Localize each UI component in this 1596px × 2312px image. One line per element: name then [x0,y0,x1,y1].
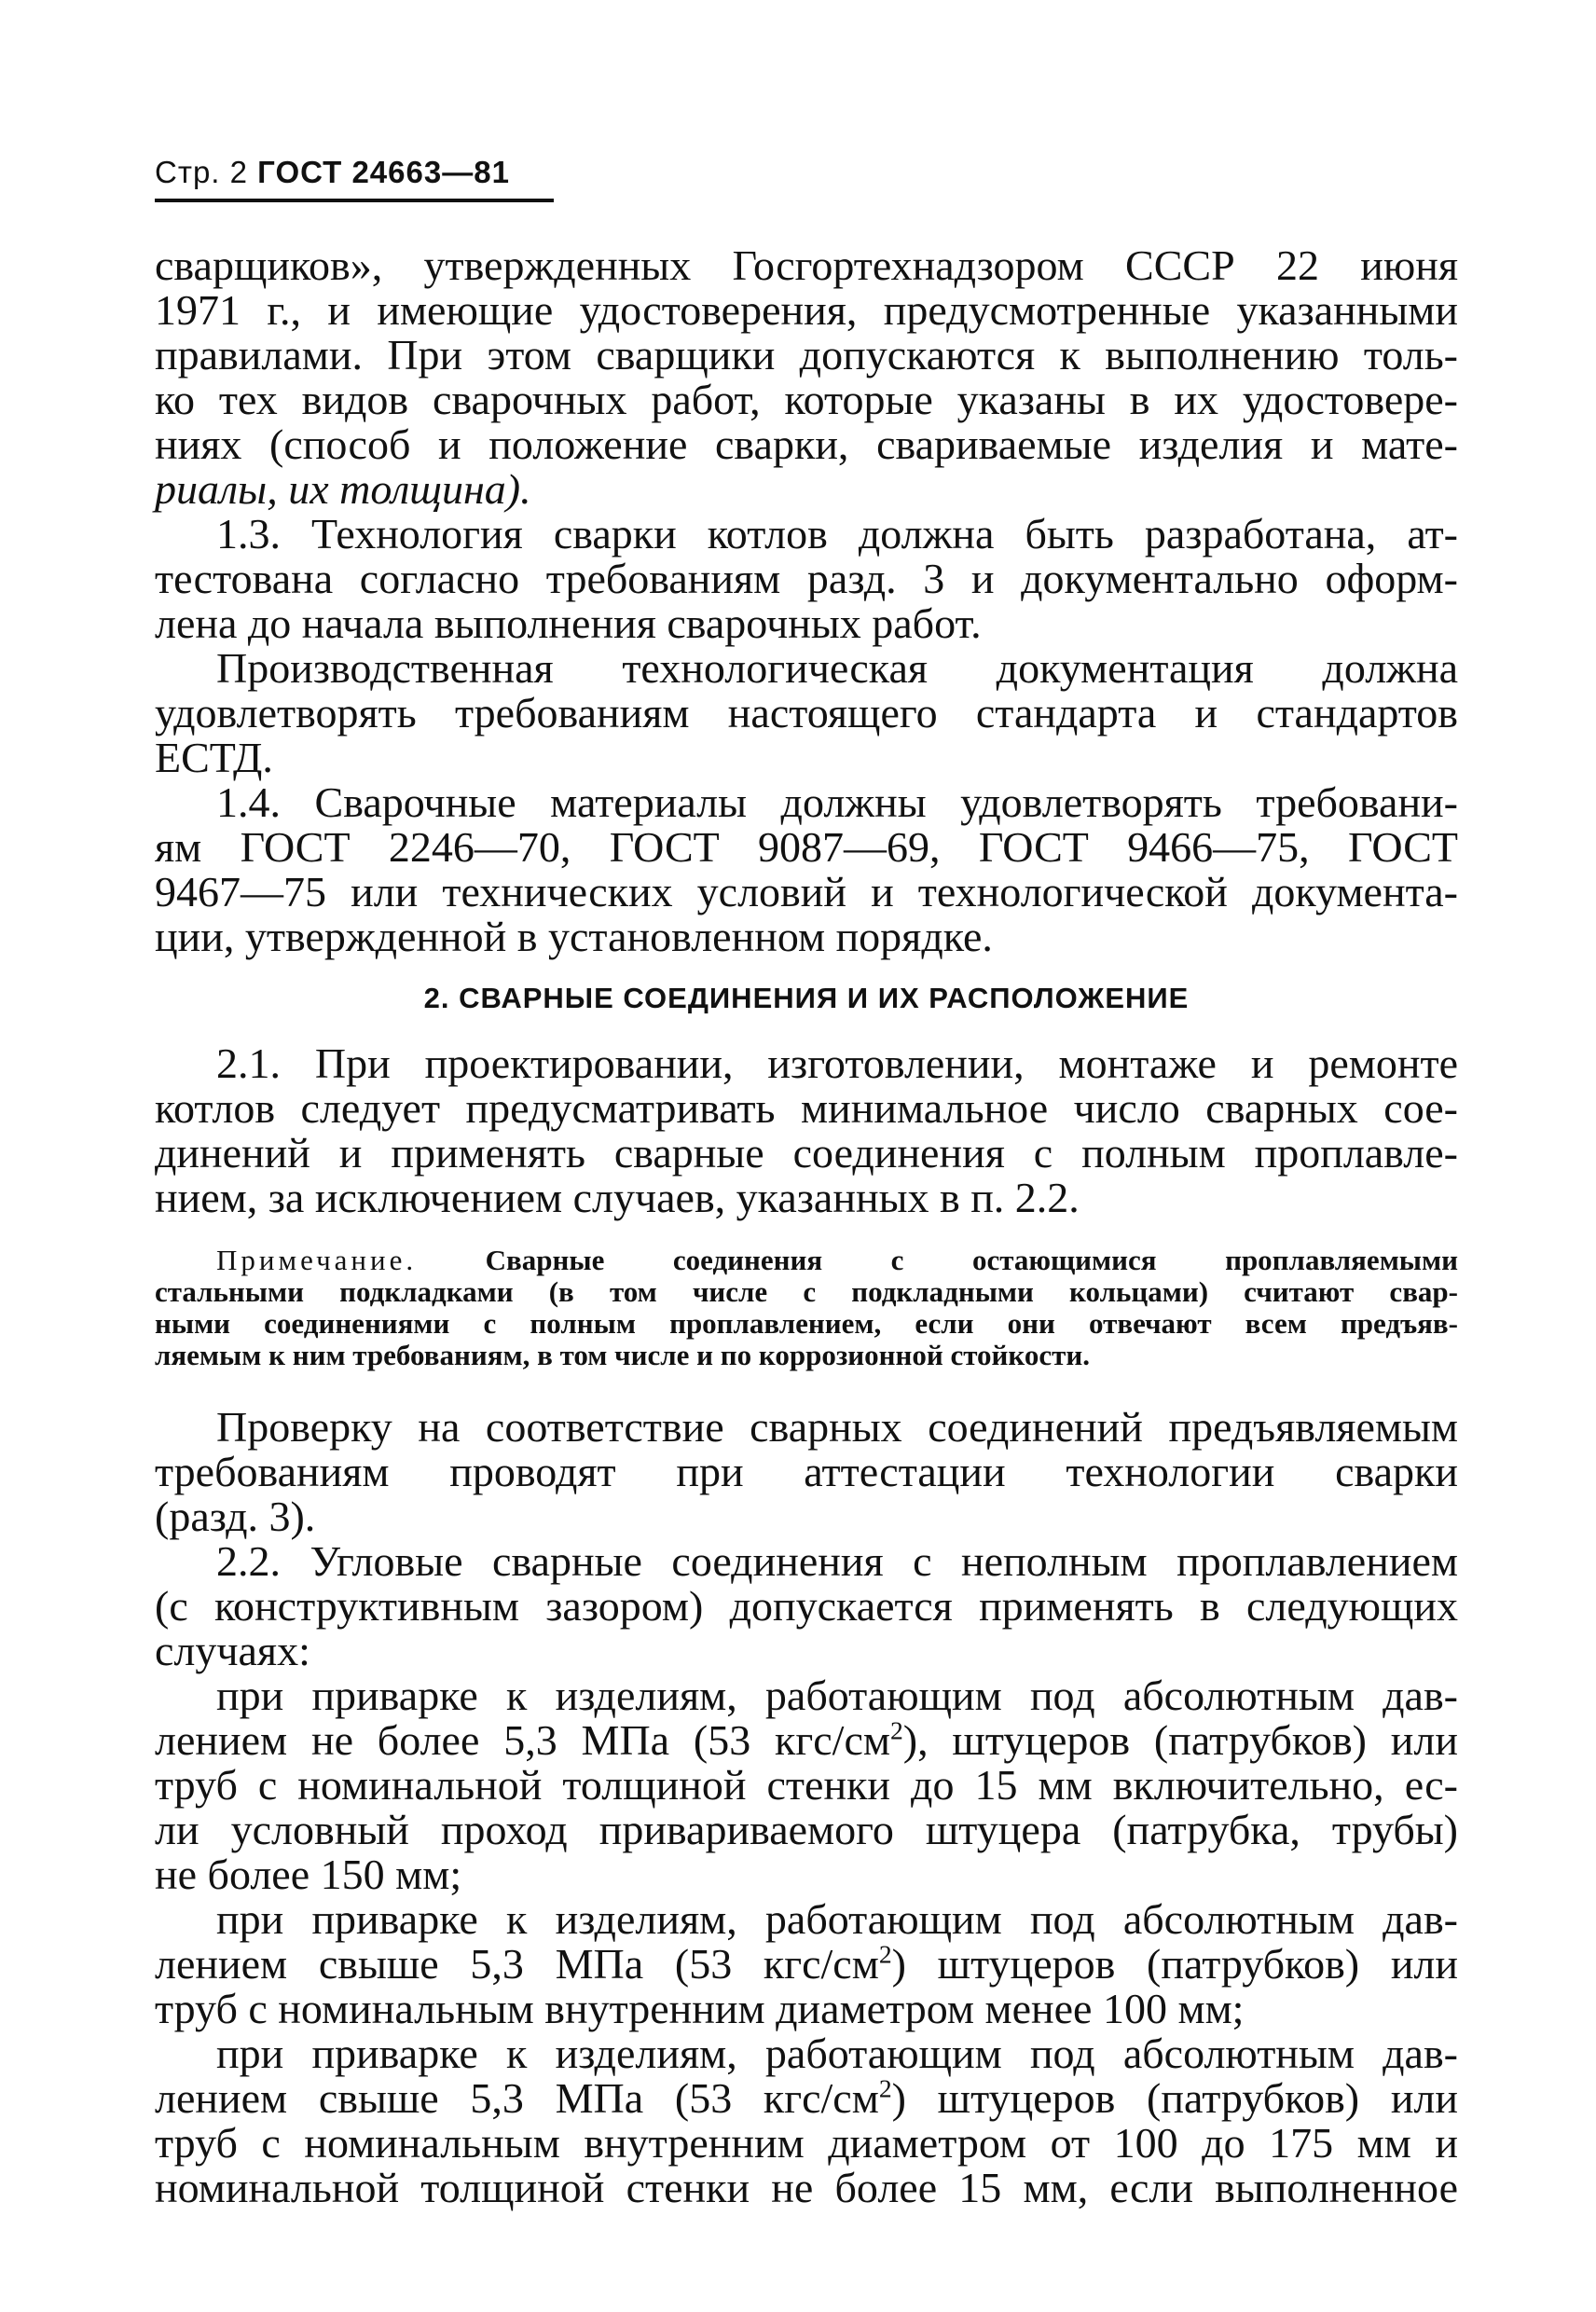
page-header [155,155,510,190]
text-line: при приварке к изделиям, работающим под абсолютным дав- [216,1895,1458,1943]
note-line: стальными подкладками (в том числе с подкладными кольцами) считают свар- [155,1275,1458,1308]
text-line: номинальной толщиной стенки не более 15 мм, если выполненное [155,2164,1458,2211]
standard-number: ГОСТ 24663—81 [257,155,510,189]
text-line: динений и применять сварные соединения с полным проплавле- [155,1129,1458,1177]
text-line: труб с номинальным внутренним диаметром от 100 до 175 мм и [155,2119,1458,2167]
text-line: лением свыше 5,3 МПа (53 кгс/$см^2$) штуцеров (патрубков) или [155,2073,1459,2122]
header-rule [155,199,554,202]
text-line: тестована согласно требованиям разд. 3 и документально оформ- [155,555,1458,602]
text-line: не более 150 мм; [155,1851,462,1898]
text-line: Проверку на соответствие сварных соединений предъявляемым [216,1403,1458,1451]
text-line: ли условный проход привариваемого штуцера (патрубка, трубы) [155,1806,1458,1853]
text-line: 2.1. При проектировании, изготовлении, монтаже и ремонте [216,1039,1458,1087]
text-line: (с конструктивным зазором) допускается применять в следующих [155,1582,1458,1630]
text-line: лена до начала выполнения сварочных работ. [155,599,982,647]
text-line: риалы, их толщина). [155,465,531,513]
text-line: при приварке к изделиям, работающим под абсолютным дав- [216,2030,1458,2077]
text-line: лением свыше 5,3 МПа (53 кгс/$см^2$) штуцеров (патрубков) или [155,1939,1459,1988]
text-line: труб с номинальной толщиной стенки до 15 мм включительно, ес- [155,1761,1458,1809]
text-line: нием, за исключением случаев, указанных в п. 2.2. [155,1174,1080,1221]
text-line: 1.4. Сварочные материалы должны удовлетворять требовани- [216,778,1458,826]
section-heading: 2. СВАРНЫЕ СОЕДИНЕНИЯ И ИХ РАСПОЛОЖЕНИЕ [423,982,1190,1014]
text-line: (разд. 3). [155,1493,316,1540]
text-line: правилами. При этом сварщики допускаются к выполнению толь- [155,331,1458,378]
text-line: 9467—75 или технических условий и технологической документа- [155,868,1458,915]
page-label: Стр. 2 [155,155,248,189]
text-line: лением не более 5,3 МПа (53 кгс/$см^2$), штуцеров (патрубков) или [155,1715,1458,1764]
text-line: ЕСТД. [155,734,273,781]
text-line: Производственная технологическая документация должна [216,644,1458,692]
text-line: ции, утвержденной в установленном порядке. [155,913,993,960]
text-line: ям ГОСТ 2246—70, ГОСТ 9087—69, ГОСТ 9466—75, ГОСТ [155,823,1458,871]
text-line: 1.3. Технология сварки котлов должна быть разработана, ат- [216,510,1458,557]
note-label: Примечание. [216,1244,418,1276]
text-line: труб с номинальным внутренним диаметром менее 100 мм; [155,1985,1245,2032]
text-line: 1971 г., и имеющие удостоверения, предусмотренные указанными [155,286,1458,334]
note-first-line [216,1245,1458,1275]
text-line: ниях (способ и положение сварки, свариваемые изделия и мате- [155,420,1458,468]
text-line: при приварке к изделиям, работающим под абсолютным дав- [216,1672,1458,1719]
text-line: 2.2. Угловые сварные соединения с неполным проплавлением [216,1537,1458,1585]
text-line: ко тех видов сварочных работ, которые указаны в их удостовере- [155,376,1458,423]
note-line: ляемым к ним требованиям, в том числе и по коррозионной стойкости. [155,1339,1090,1371]
text-line: котлов следует предусматривать минимальное число сварных сое- [155,1084,1458,1132]
text-line: требованиям проводят при аттестации технологии сварки [155,1448,1458,1495]
note-line: ными соединениями с полным проплавлением, если они отвечают всем предъяв- [155,1307,1458,1340]
text-line: случаях: [155,1627,310,1674]
text-line: сварщиков», утвержденных Госгортехнадзором СССР 22 июня [155,241,1458,289]
note-text: Сварные соединения с остающимися проплавляемыми [485,1244,1458,1276]
text-line: удовлетворять требованиям настоящего стандарта и стандартов [155,689,1458,736]
